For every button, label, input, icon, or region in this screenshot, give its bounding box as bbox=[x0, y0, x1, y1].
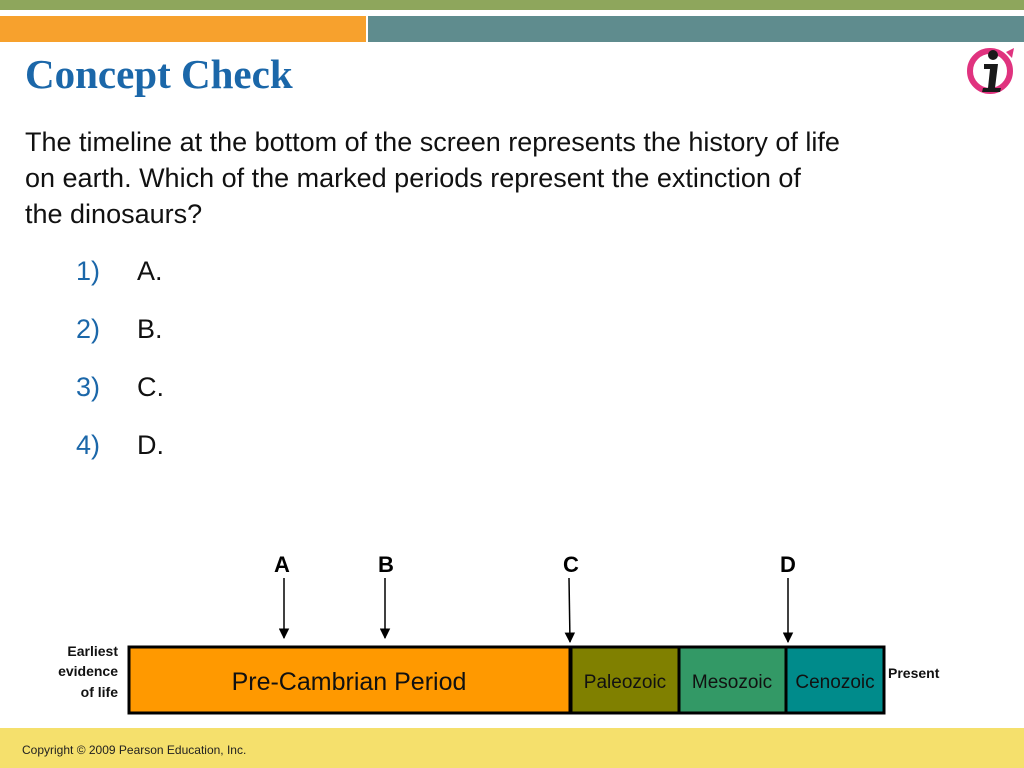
marker-arrow-c bbox=[569, 578, 570, 642]
marker-label-c: C bbox=[563, 552, 579, 577]
period-label-cenozoic: Cenozoic bbox=[795, 672, 875, 693]
info-logo-icon bbox=[966, 44, 1018, 96]
option-label: A. bbox=[137, 256, 163, 286]
answer-option-1[interactable] bbox=[76, 256, 163, 287]
answer-option-2[interactable] bbox=[76, 314, 163, 345]
option-number: 3) bbox=[76, 372, 101, 402]
period-label-mesozoic: Mesozoic bbox=[691, 672, 773, 693]
copyright-text: Copyright © 2009 Pearson Education, Inc. bbox=[22, 743, 247, 757]
period-label-precambrian: Pre-Cambrian Period bbox=[231, 668, 467, 696]
answer-option-3[interactable] bbox=[76, 372, 164, 403]
option-label: B. bbox=[137, 314, 163, 344]
start-label-line-1: Earliest bbox=[67, 643, 118, 659]
marker-label-d: D bbox=[780, 552, 796, 577]
question-text: The timeline at the bottom of the screen represents the history of life on earth. Which of the marked periods represent the extinction of the dinosaurs? bbox=[25, 127, 840, 229]
start-label-line-2: evidence bbox=[58, 663, 118, 679]
start-label-line-3: of life bbox=[80, 684, 118, 700]
timeline-diagram bbox=[0, 540, 1024, 730]
option-number: 4) bbox=[76, 430, 101, 460]
end-label-present: Present bbox=[888, 665, 940, 681]
answer-option-4[interactable] bbox=[76, 430, 164, 461]
option-number: 1) bbox=[76, 256, 101, 286]
top-orange-bar bbox=[0, 16, 366, 42]
option-label: C. bbox=[137, 372, 164, 402]
marker-label-b: B bbox=[378, 552, 394, 577]
top-green-bar bbox=[0, 0, 1024, 10]
option-number: 2) bbox=[76, 314, 101, 344]
top-teal-bar bbox=[368, 16, 1024, 42]
marker-label-a: A bbox=[274, 552, 290, 577]
slide-title: Concept Check bbox=[25, 51, 293, 97]
option-label: D. bbox=[137, 430, 164, 460]
period-label-paleozoic: Paleozoic bbox=[583, 672, 667, 693]
